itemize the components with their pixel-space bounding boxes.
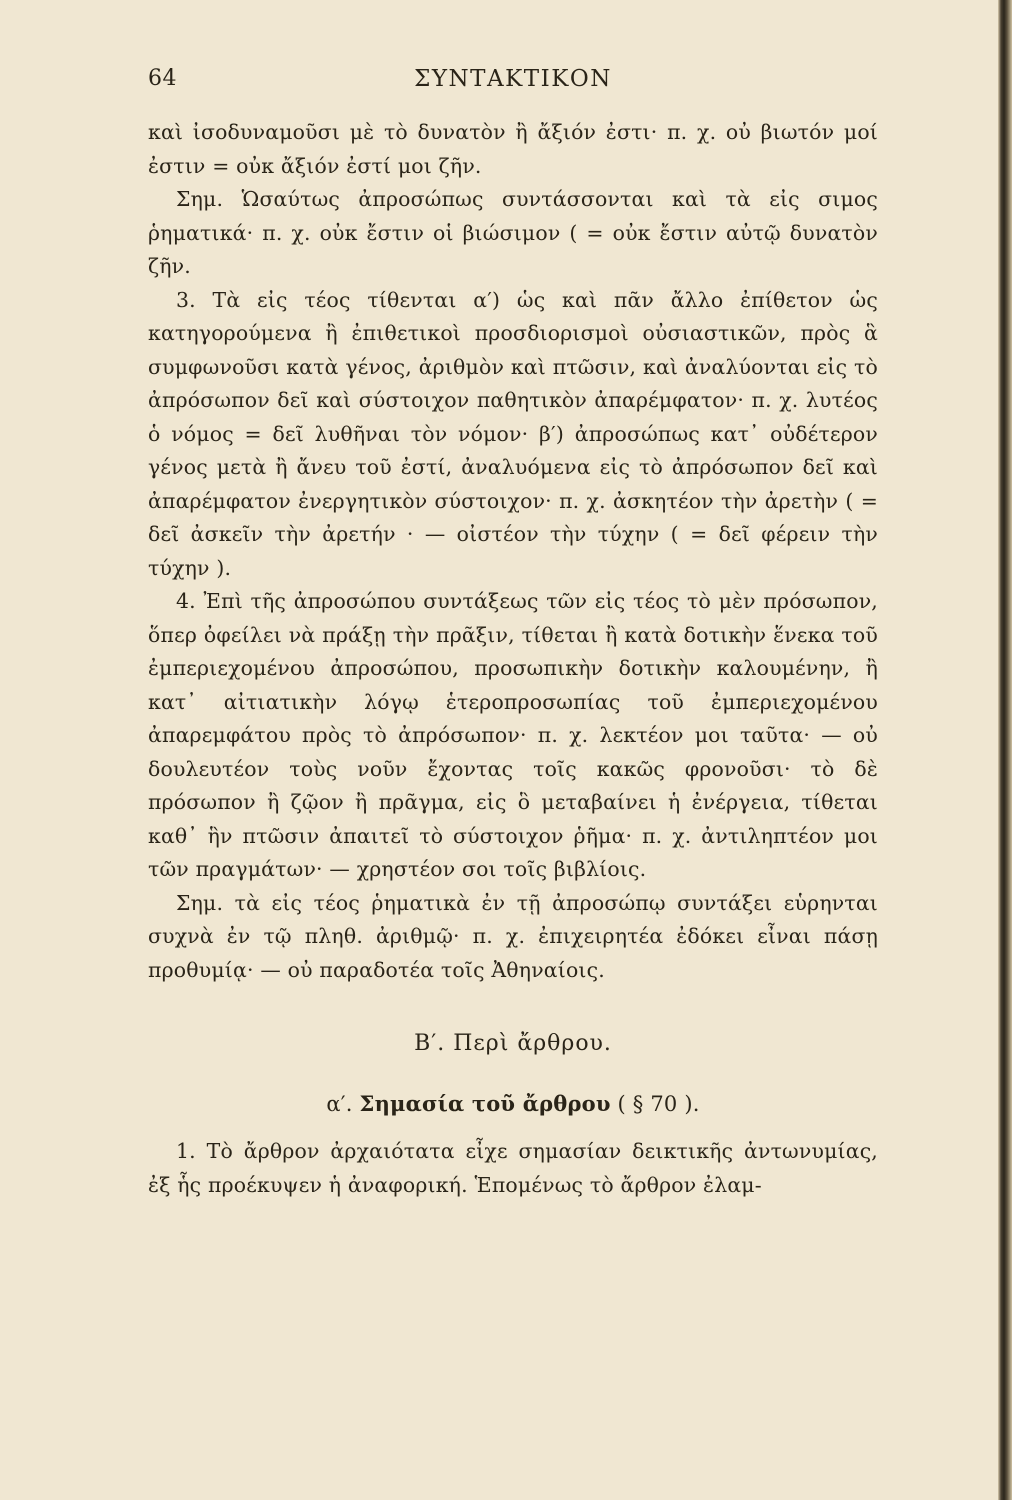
subsection-reference: ( § 70 ). <box>617 1091 700 1116</box>
paragraph-rule-4: 4. Ἐπὶ τῆς ἀπροσώπου συντάξεως τῶν εἰς τέος τὸ μὲν πρόσωπον, ὅπερ ὀφείλει νὰ πράξῃ τὴν πρᾶξιν, τίθεται ἢ κατὰ δοτικὴν ἕνεκα τοῦ ἐμπεριεχομένου ἀπροσώπου, προσωπικὴν δοτικὴν καλουμένην, ἢ κατ᾽ αἰτιατικὴν λόγῳ ἑτεροπροσωπίας τοῦ ἐμπεριεχομένου ἀπαρεμφάτου πρὸς τὸ ἀπρόσωπον· π. χ. λεκτέον μοι ταῦτα· — οὐ δουλευτέον τοὺς νοῦν ἔχοντας τοῖς κακῶς φρονοῦσι· τὸ δὲ πρόσωπον ἢ ζῷον ἢ πρᾶγμα, εἰς ὃ μεταβαίνει ἡ ἐνέργεια, τίθεται καθ᾽ ἣν πτῶσιν ἀπαιτεῖ τὸ σύστοιχον ῥῆμα· π. χ. ἀντιληπτέον μοι τῶν πραγμάτων· — χρηστέον σοι τοῖς βιβλίοις. <box>148 589 878 881</box>
paragraph-continuation: καὶ ἰσοδυναμοῦσι μὲ τὸ δυνατὸν ἢ ἄξιόν ἐστι· π. χ. οὐ βιωτόν μοί ἐστιν = οὐκ ἄξιόν ἐστί μοι ζῆν. <box>148 120 878 178</box>
paragraph-note-2: Σημ. τὰ εἰς τέος ῥηματικὰ ἐν τῇ ἀπροσώπῳ συντάξει εὑρηνται συχνὰ ἐν τῷ πληθ. ἀριθμῷ· π. χ. ἐπιχειρητέα ἐδόκει εἶναι πάσῃ προθυμίᾳ· — οὐ παραδοτέα τοῖς Ἀθηναίοις. <box>148 890 878 982</box>
page-number: 64 <box>148 66 177 91</box>
paragraph-note-1: Σημ. Ὡσαύτως ἀπροσώπως συντάσσονται καὶ τὰ εἰς σιμος ῥηματικά· π. χ. οὐκ ἔστιν οἱ βιώσιμον ( = οὐκ ἔστιν αὐτῷ δυνατὸν ζῆν. <box>148 187 878 278</box>
subsection-title: Σημασία τοῦ ἄρθρου <box>359 1090 611 1116</box>
page-edge <box>998 0 1012 1500</box>
paragraph-rule-3: 3. Τὰ εἰς τέος τίθενται α′) ὡς καὶ πᾶν ἄλλο ἐπίθετον ὡς κατηγορούμενα ἢ ἐπιθετικοὶ προσδιορισμοὶ οὐσιαστικῶν, πρὸς ἃ συμφωνοῦσι κατὰ γένος, ἀριθμὸν καὶ πτῶσιν, καὶ ἀναλύονται εἰς τὸ ἀπρόσωπον δεῖ καὶ σύστοιχον παθητικὸν ἀπαρέμφατον· π. χ. λυτέος ὁ νόμος = δεῖ λυθῆναι τὸν νόμον· β′) ἀπροσώπως κατ᾽ οὐδέτερον γένος μετὰ ἢ ἄνευ τοῦ ἐστί, ἀναλυόμενα εἰς τὸ ἀπρόσωπον δεῖ καὶ ἀπαρέμφατον ἐνεργητικὸν σύστοιχον· π. χ. ἀσκητέον τὴν ἀρετὴν ( = δεῖ ἀσκεῖν τὴν ἀρετήν · — οἰστέον τὴν τύχην ( = δεῖ φέρειν τὴν τύχην ). <box>148 287 878 580</box>
paragraph-article-1: 1. Τὸ ἄρθρον ἀρχαιότατα εἶχε σημασίαν δεικτικῆς ἀντωνυμίας, ἐξ ἧς προέκυψεν ἡ ἀναφορική. Ἑπομένως τὸ ἄρθρον ἐλαμ- <box>148 1139 878 1197</box>
running-head <box>148 66 878 100</box>
body-text <box>148 116 878 1346</box>
subsection-prefix: α′. <box>326 1091 353 1116</box>
running-title: ΣΥΝΤΑΚΤΙΚΟΝ <box>414 66 612 92</box>
section-heading: Β′. Περὶ ἄρθρου. <box>414 1031 612 1056</box>
subsection-heading <box>148 1087 878 1122</box>
